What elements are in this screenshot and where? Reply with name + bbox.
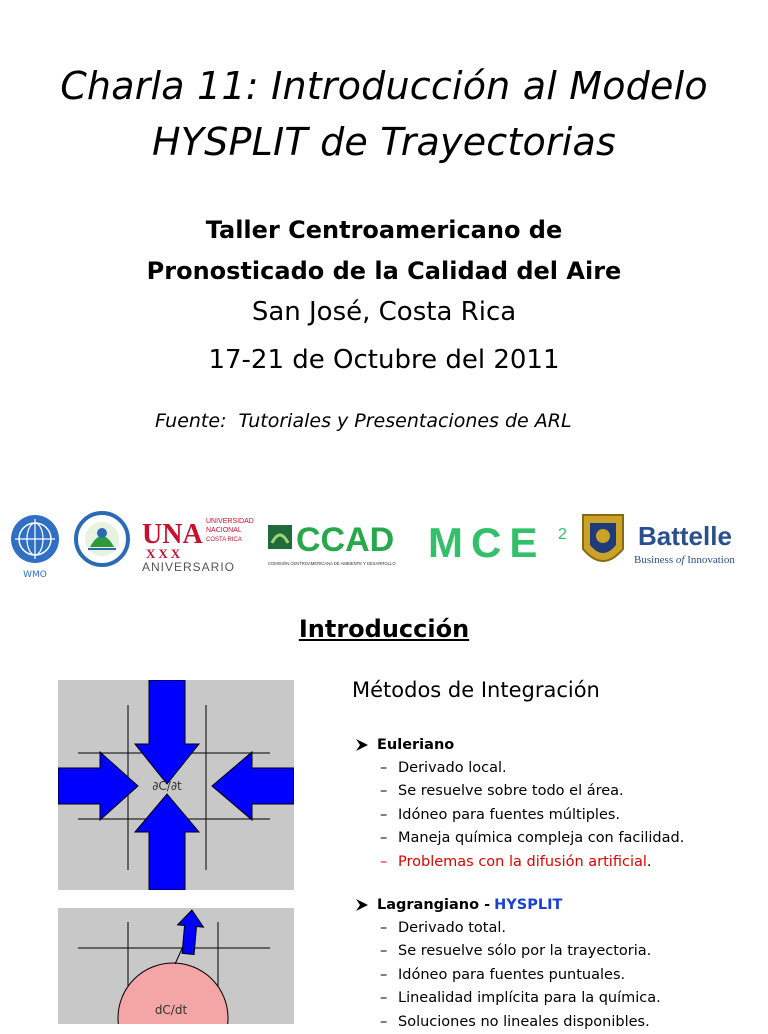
issue-period: . xyxy=(646,853,652,870)
list-item-text: Derivado local. xyxy=(398,759,507,776)
lagrangian-name: Lagrangiano - xyxy=(377,897,491,913)
list-item-issue: – Problemas con la difusión artificial . xyxy=(380,853,652,870)
battelle-logo xyxy=(632,519,766,571)
methods-title: Métodos de Integración xyxy=(352,678,600,702)
list-item-text: Derivado total. xyxy=(398,919,506,936)
issue-text: Problemas con la difusión artificial xyxy=(398,853,647,870)
hysplit-label: HYSPLIT xyxy=(494,897,563,913)
list-item-text: Maneja química compleja con facilidad. xyxy=(398,830,685,847)
battelle-tag-a: Business xyxy=(634,554,676,566)
list-item: – Se resuelve sólo por la trayectoria. xyxy=(380,943,652,960)
unam-crest-logo xyxy=(578,509,628,575)
event-location: San José, Costa Rica xyxy=(251,297,517,327)
lagrangian-derivative-label: dC/dt xyxy=(154,1003,188,1017)
bullet-arrow-icon xyxy=(355,898,369,912)
list-item: – Soluciones no lineales disponibles. xyxy=(380,1013,650,1030)
una-side-2: NACIONAL xyxy=(206,527,242,534)
section-heading: Introducción xyxy=(298,615,470,643)
list-item: – Derivado total. xyxy=(380,919,506,936)
slide-title xyxy=(0,58,768,170)
event-dates: 17-21 de Octubre del 2011 xyxy=(208,345,560,375)
battelle-tagline xyxy=(634,554,735,566)
list-item-text: Idóneo para fuentes puntuales. xyxy=(398,966,626,983)
event-name-line-2: Pronosticado de la Calidad del Aire xyxy=(146,257,622,285)
una-aniversario: ANIVERSARIO xyxy=(142,560,236,574)
una-logo xyxy=(142,515,258,575)
una-xxx: XXX xyxy=(146,546,184,561)
lagrangian-method xyxy=(355,894,661,1034)
eulerian-heading xyxy=(355,734,684,756)
eulerian-derivative-label: ∂C/∂t xyxy=(152,779,182,793)
mce-text: MCE xyxy=(428,519,546,566)
mce-superscript: 2 xyxy=(558,526,567,543)
list-item: – Idóneo para fuentes puntuales. xyxy=(380,966,626,983)
ccad-logo xyxy=(266,513,416,573)
list-item-text: Idóneo para fuentes múltiples. xyxy=(398,806,621,823)
ccad-subtitle: COMISIÓN CENTROAMERICANA DE AMBIENTE Y DESARROLLO xyxy=(268,561,396,566)
list-item: – Linealidad implícita para la química. xyxy=(380,990,661,1007)
event-name-line-1: Taller Centroamericano de xyxy=(205,216,563,244)
ccad-text: CCAD xyxy=(296,521,395,559)
battelle-text: Battelle xyxy=(638,521,732,551)
lagrangian-diagram xyxy=(58,908,294,1024)
list-item-text: Se resuelve sólo por la trayectoria. xyxy=(398,943,652,960)
list-item: – Idóneo para fuentes múltiples. xyxy=(380,806,621,823)
title-line-2: HYSPLIT de Trayectorias xyxy=(151,120,616,164)
una-side-3: COSTA RICA xyxy=(206,537,242,543)
list-item: – Maneja química compleja con facilidad. xyxy=(380,830,685,847)
lagrangian-heading xyxy=(355,894,661,916)
eulerian-name: Euleriano xyxy=(377,737,455,753)
wmo-logo xyxy=(6,509,64,581)
bullet-arrow-icon xyxy=(355,738,369,752)
list-item-text: Se resuelve sobre todo el área. xyxy=(398,783,624,800)
list-item: – Derivado local. xyxy=(380,759,507,776)
source-credit: Fuente: Tutoriales y Presentaciones de ARL xyxy=(155,410,572,432)
epa-logo xyxy=(74,511,130,567)
title-line-1: Charla 11: Introducción al Modelo xyxy=(60,64,708,108)
list-item-text: Linealidad implícita para la química. xyxy=(398,990,661,1007)
wmo-text: WMO xyxy=(23,570,47,580)
sponsor-logos xyxy=(0,505,768,585)
list-item: – Se resuelve sobre todo el área. xyxy=(380,783,624,800)
battelle-tag-of: of xyxy=(675,554,685,566)
una-side-1: UNIVERSIDAD xyxy=(206,518,254,525)
list-item-text: Soluciones no lineales disponibles. xyxy=(398,1013,650,1030)
una-main-text: UNA xyxy=(142,519,203,550)
eulerian-method xyxy=(355,734,684,874)
eulerian-diagram xyxy=(58,680,294,890)
battelle-tag-b: Innovation xyxy=(684,554,735,566)
mce2-logo xyxy=(426,515,574,569)
